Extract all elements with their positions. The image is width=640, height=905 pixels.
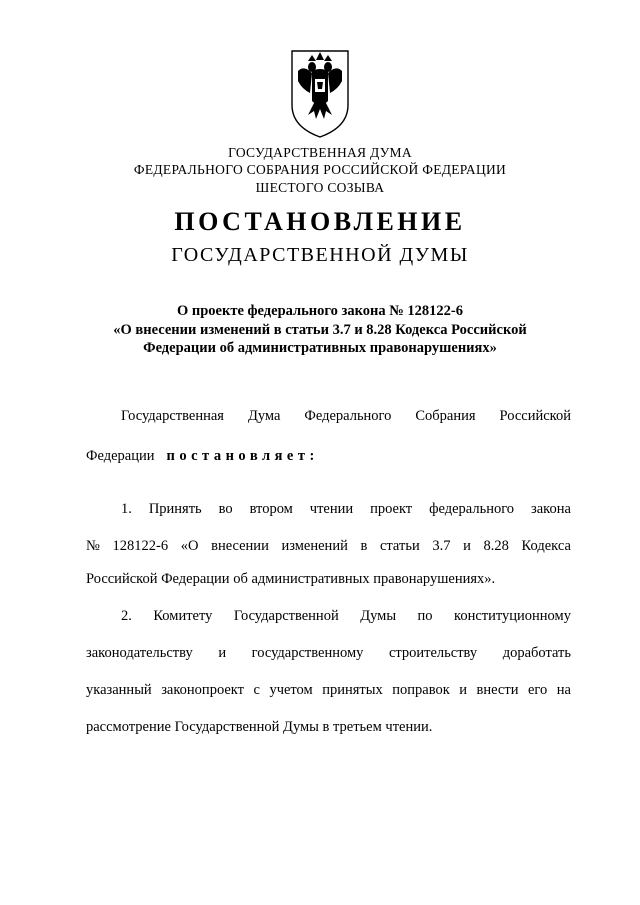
coat-of-arms-emblem — [288, 43, 352, 139]
subject-line: О проекте федерального закона № 128122-6 — [176, 303, 464, 319]
item-2-line: законодательству и государственному строительству доработать — [86, 645, 571, 661]
intro-line: Государственная Дума Федерального Собрания Российской — [121, 408, 571, 424]
document-title: ПОСТАНОВЛЕНИЕ — [174, 207, 466, 236]
parliament-full-name: ФЕДЕРАЛЬНОГО СОБРАНИЯ РОССИЙСКОЙ ФЕДЕРАЦИИ — [133, 162, 507, 177]
subject-line: Федерации об административных правонарушениях» — [143, 340, 497, 356]
item-1-line: 1. Принять во втором чтении проект федерального закона — [121, 501, 571, 517]
item-1-line: Российской Федерации об административных правонарушениях». — [86, 571, 496, 587]
document-subtitle: ГОСУДАРСТВЕННОЙ ДУМЫ — [171, 244, 469, 266]
parliament-name: ГОСУДАРСТВЕННАЯ ДУМА — [228, 145, 412, 160]
item-1-line: № 128122-6 «О внесении изменений в статьи 3.7 и 8.28 Кодекса — [86, 538, 571, 554]
subject-line: «О внесении изменений в статьи 3.7 и 8.28 Кодекса Российской — [113, 321, 527, 338]
convocation: ШЕСТОГО СОЗЫВА — [255, 180, 385, 195]
item-2-line: указанный законопроект с учетом принятых поправок и внести его на — [86, 682, 571, 698]
item-2-line: 2. Комитету Государственной Думы по конституционному — [121, 608, 571, 624]
intro-line-resolves: Федерации постановляет: — [86, 448, 319, 464]
resolves-word: постановляет: — [166, 448, 319, 464]
subject-heading — [0, 302, 640, 358]
item-2-line: рассмотрение Государственной Думы в третьем чтении. — [86, 719, 433, 735]
